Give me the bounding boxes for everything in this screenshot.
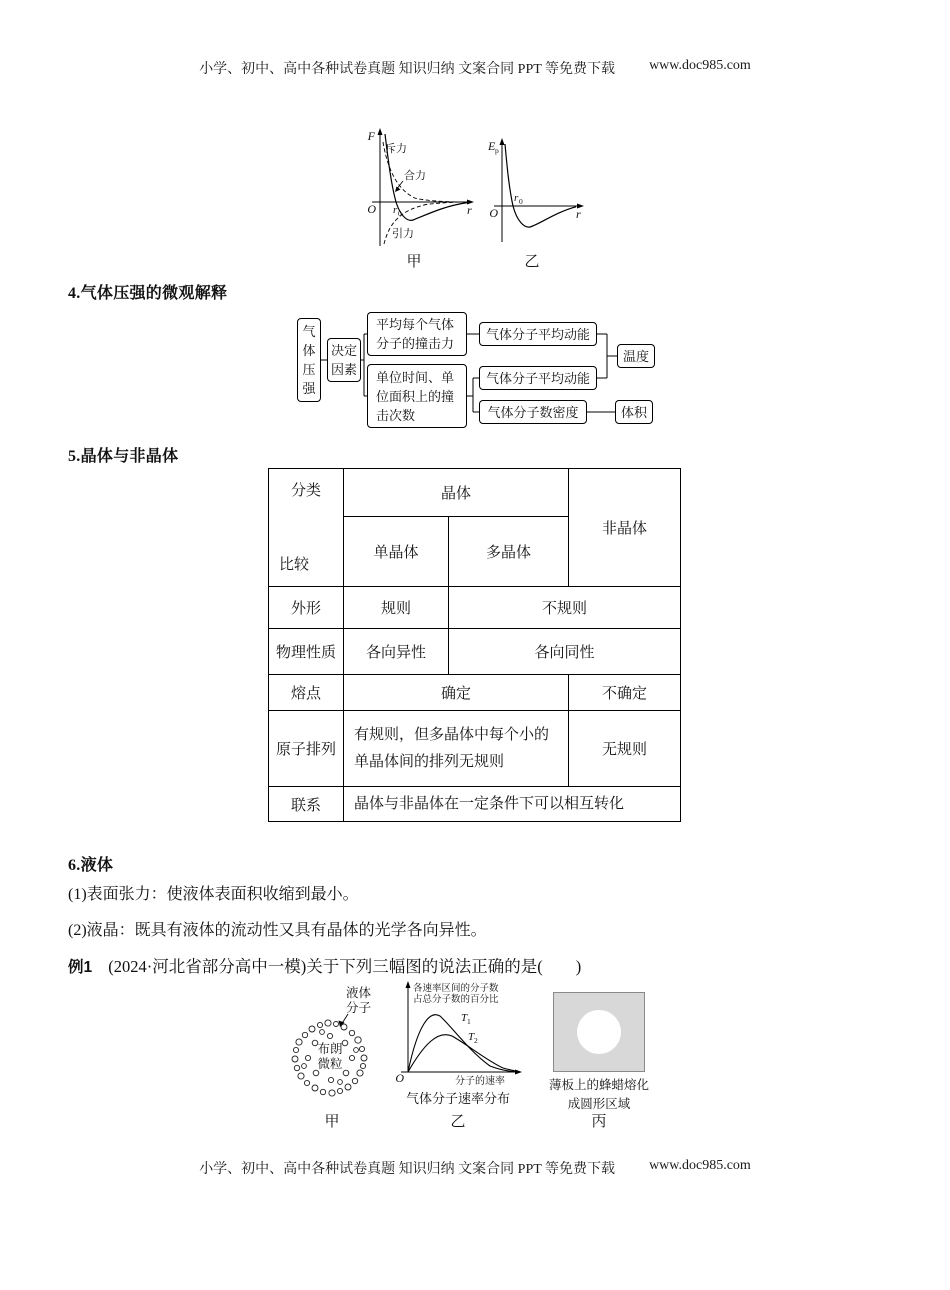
r-axis-label: r [576, 207, 581, 221]
page-footer [0, 1158, 950, 1178]
liquid-molecule-label: 液体分子 [346, 986, 372, 1015]
r-axis-label: r [467, 203, 472, 217]
f-axis-label: F [367, 129, 375, 143]
melting-crystal-value: 确定 [344, 675, 569, 711]
property-rest-value: 各向同性 [449, 629, 681, 675]
table-row [269, 469, 681, 517]
flow-volume: 体积 [615, 400, 653, 424]
origin-label: O [395, 1071, 404, 1085]
section5-title: 5.晶体与非晶体 [68, 448, 179, 465]
shape-label: 外形 [269, 587, 344, 629]
property-label: 物理性质 [269, 629, 344, 675]
brownian-particle-label: 布朗微粒 [317, 1042, 343, 1071]
figure-jia-caption: 甲 [324, 1114, 340, 1130]
t2-label: T [468, 1031, 475, 1043]
melting-non-value: 不确定 [569, 675, 681, 711]
corner-compare: 比较 [279, 557, 310, 573]
surface-tension-line: (1)表面张力：使液体表面积收缩到最小。 [68, 886, 359, 903]
r0-subscript: 0 [398, 209, 402, 218]
crystal-header: 晶体 [344, 469, 569, 517]
ep-axis-label: E [488, 139, 496, 153]
speed-distribution-subcaption: 气体分子速率分布 [405, 1091, 510, 1106]
corner-cell [269, 469, 344, 587]
t1-subscript: 1 [467, 1017, 471, 1026]
relation-value: 晶体与非晶体在一定条件下可以相互转化 [344, 787, 681, 822]
footer-text: 小学、初中、高中各种试卷真题 知识归纳 文案合同 PPT 等免费下载 [199, 1162, 616, 1177]
header-url-link[interactable]: www.doc985.com [649, 58, 751, 73]
header-text: 小学、初中、高中各种试卷真题 知识归纳 文案合同 PPT 等免费下载 [199, 62, 616, 77]
ep-subscript: p [495, 146, 499, 155]
wax-plate-subcaption: 薄板上的蜂蜡熔化成圆形区域 [549, 1078, 650, 1112]
speed-distribution-graph [388, 980, 528, 1088]
table-row [269, 629, 681, 675]
r0-label: r [393, 204, 398, 216]
y-axis-arrow [378, 128, 383, 135]
atom-crystal-value: 有规则，但多晶体中每个小的单晶体间的排列无规则 [344, 711, 569, 787]
wax-plate-figure [553, 992, 645, 1072]
poly-crystal-header: 多晶体 [449, 517, 569, 587]
t2-subscript: 2 [474, 1036, 478, 1045]
melting-label: 熔点 [269, 675, 344, 711]
flow-gas-pressure: 气体压强 [297, 318, 321, 402]
flow-number-density: 气体分子数密度 [479, 400, 587, 424]
atom-label: 原子排列 [269, 711, 344, 787]
liquid-crystal-line: (2)液晶：既具有液体的流动性又具有晶体的光学各向异性。 [68, 922, 487, 939]
molecular-force-graph [348, 126, 480, 252]
figure-yi-caption: 乙 [450, 1114, 466, 1130]
energy-graph-caption: 乙 [524, 254, 540, 270]
r0-label: r [514, 192, 519, 204]
flow-deciding-factors: 决定因素 [327, 338, 361, 382]
example1-line [68, 953, 581, 977]
flow-temperature: 温度 [617, 344, 655, 368]
potential-energy-graph [476, 136, 588, 248]
potential-energy-curve [505, 144, 576, 227]
single-crystal-header: 单晶体 [344, 517, 449, 587]
property-single-value: 各向异性 [344, 629, 449, 675]
crystal-comparison-table [268, 468, 681, 822]
table-row [269, 711, 681, 787]
force-graph-caption: 甲 [406, 254, 422, 270]
y-axis-arrow [500, 138, 505, 145]
table-row [269, 787, 681, 822]
atom-non-value: 无规则 [569, 711, 681, 787]
table-row [269, 587, 681, 629]
relation-label: 联系 [269, 787, 344, 822]
non-crystal-header: 非晶体 [569, 469, 681, 587]
flow-impact-force: 平均每个气体分子的撞击力 [367, 312, 467, 356]
y-axis-label-line2: 占总分子数的百分比 [413, 995, 499, 1005]
page-header [0, 58, 950, 78]
shape-single-value: 规则 [344, 587, 449, 629]
origin-label: O [367, 202, 376, 216]
flow-average-kinetic-energy-top: 气体分子平均动能 [479, 322, 597, 346]
flow-impact-rate: 单位时间、单位面积上的撞击次数 [367, 364, 467, 428]
repulsion-label: 斥力 [385, 143, 407, 155]
figure-bing-caption: 丙 [591, 1114, 607, 1130]
corner-classify: 分类 [290, 483, 321, 499]
r0-subscript: 0 [519, 197, 523, 206]
origin-label: O [489, 206, 498, 220]
shape-rest-value: 不规则 [449, 587, 681, 629]
t2-curve [408, 1035, 519, 1072]
example1-text: (2024·河北省部分高中一模)关于下列三幅图的说法正确的是( ) [108, 957, 582, 976]
flow-average-kinetic-energy-bottom: 气体分子平均动能 [479, 366, 597, 390]
melted-wax-circle [577, 1010, 621, 1054]
section6-title: 6.液体 [68, 857, 114, 874]
net-force-label: 合力 [404, 170, 426, 182]
t1-label: T [461, 1012, 468, 1024]
y-axis-arrow [406, 981, 411, 988]
x-axis-label: 分子的速率 [455, 1076, 505, 1087]
footer-url-link[interactable]: www.doc985.com [649, 1158, 751, 1173]
example1-label: 例1 [68, 959, 93, 976]
y-axis-label-line1: 各速率区间的分子数 [413, 984, 499, 994]
section4-title: 4.气体压强的微观解释 [68, 285, 228, 302]
attraction-label: 引力 [392, 228, 414, 240]
gas-pressure-flowchart [293, 308, 665, 432]
table-row [269, 675, 681, 711]
